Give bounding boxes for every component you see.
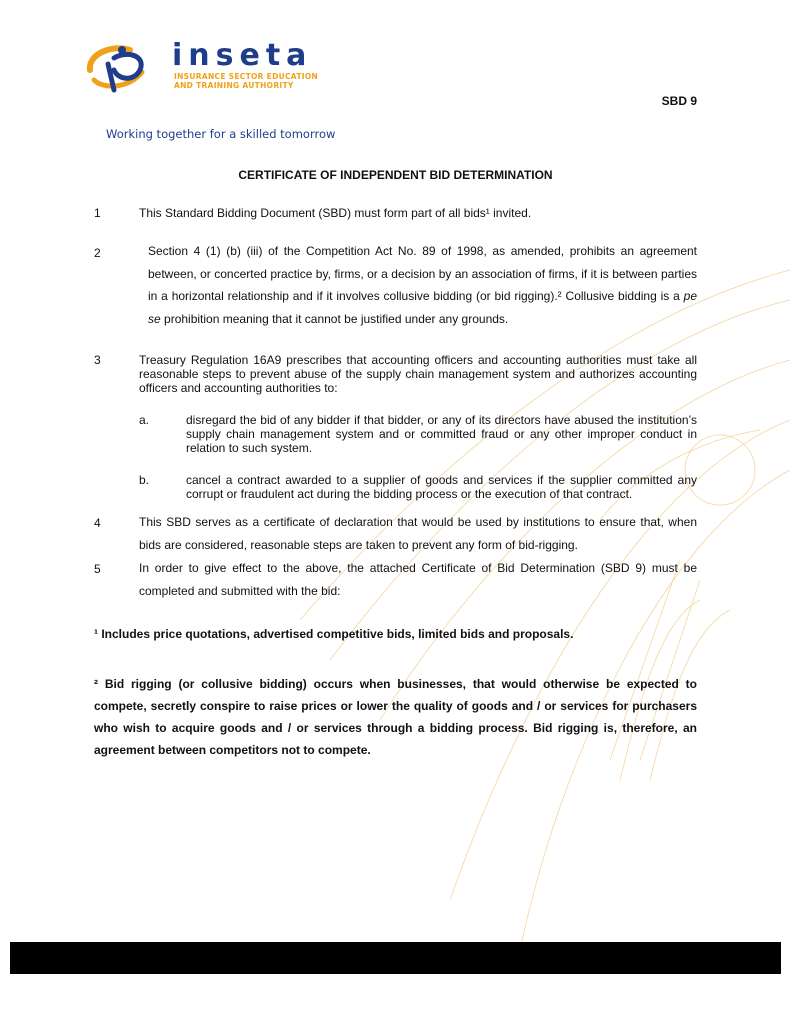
section-5-number: 5 bbox=[94, 562, 101, 576]
section-3-item-a-text: disregard the bid of any bidder if that bidder, or any of its directors have abused the institution’s supply chain management system and or committed fraud or any other improper conduct in relation to such system. bbox=[186, 413, 697, 455]
section-1-text: This Standard Bidding Document (SBD) must form part of all bids¹ invited. bbox=[139, 206, 532, 220]
logo-subtitle bbox=[174, 72, 318, 90]
inseta-emblem-icon bbox=[84, 40, 154, 96]
section-2-text bbox=[148, 240, 697, 330]
section-2-text-italic: pe se bbox=[148, 289, 697, 326]
footnote-1: ¹ Includes price quotations, advertised competitive bids, limited bids and proposals. bbox=[94, 627, 574, 641]
footnote-2: ² Bid rigging (or collusive bidding) occurs when businesses, that would otherwise be expected to compete, secretly conspire to raise prices or lower the quality of goods and / or services for purchasers who wish to acquire goods and / or services through a bidding process. Bid rigging is, therefore, an agreement between competitors not to compete. bbox=[94, 677, 697, 757]
section-3-text: Treasury Regulation 16A9 prescribes that accounting officers and accounting authorities must take all reasonable steps to prevent abuse of the supply chain management system and authorizes accounting officers and accounting authorities to: bbox=[139, 353, 697, 395]
section-3-item-a-label: a. bbox=[139, 413, 150, 427]
section-5-text: In order to give effect to the above, the attached Certificate of Bid Determination (SBD 9) must be completed and submitted with the bid: bbox=[139, 561, 697, 598]
section-3-item-b-label: b. bbox=[139, 473, 150, 487]
logo-wordmark: inseta bbox=[172, 38, 313, 73]
inseta-logo bbox=[84, 40, 354, 100]
section-2-text-part2: prohibition meaning that it cannot be justified under any grounds. bbox=[160, 311, 509, 326]
section-4-number: 4 bbox=[94, 516, 101, 530]
section-3-number: 3 bbox=[94, 353, 101, 367]
footer-bar bbox=[10, 942, 781, 974]
section-3-item-b-text: cancel a contract awarded to a supplier of goods and services if the supplier committed any corrupt or fraudulent act during the bidding process or the execution of that contract. bbox=[186, 473, 697, 501]
logo-subtitle-line1: INSURANCE SECTOR EDUCATION bbox=[174, 72, 319, 81]
logo-subtitle-line2: AND TRAINING AUTHORITY bbox=[174, 81, 294, 90]
section-2-number: 2 bbox=[94, 246, 101, 260]
section-1-number: 1 bbox=[94, 206, 101, 220]
section-2-text-part1: Section 4 (1) (b) (iii) of the Competition Act No. 89 of 1998, as amended, prohibits an agreement between, or concerted practice by, firms, or a decision by an association of firms, if it is between parties in a horizontal relationship and if it involves collusive bidding (or bid rigging).² Collusive bidding is a bbox=[148, 244, 697, 303]
form-code: SBD 9 bbox=[661, 94, 697, 108]
tagline: Working together for a skilled tomorrow bbox=[106, 127, 336, 141]
document-title: CERTIFICATE OF INDEPENDENT BID DETERMINATION bbox=[238, 168, 553, 182]
section-4-text: This SBD serves as a certificate of declaration that would be used by institutions to ensure that, when bids are considered, reasonable steps are taken to prevent any form of bid-rigging. bbox=[139, 515, 697, 552]
